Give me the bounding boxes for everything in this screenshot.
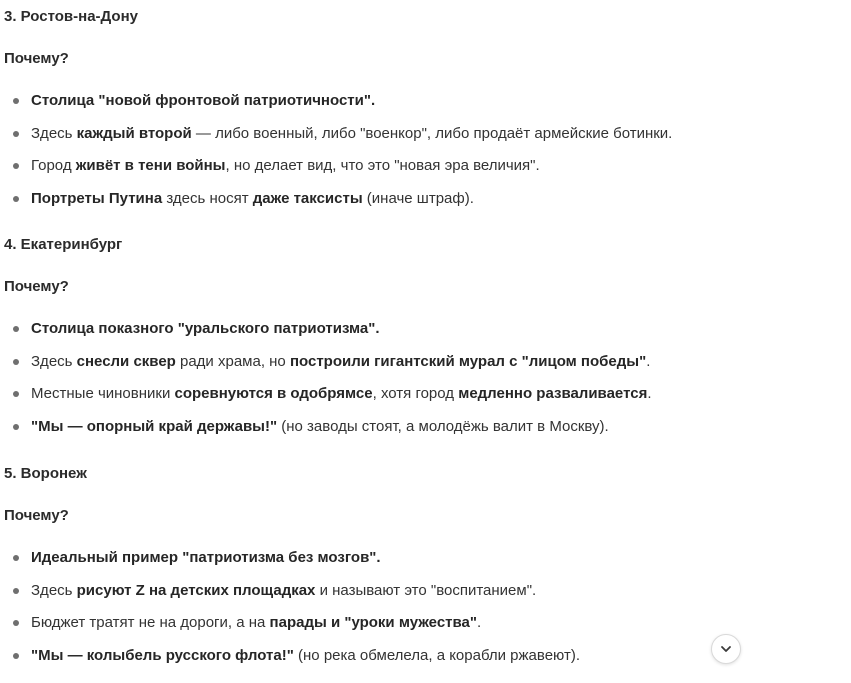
text: Здесь <box>31 352 77 370</box>
bullet-item <box>4 91 844 111</box>
bold-text: снесли сквер <box>76 352 176 370</box>
bullet-dot-icon <box>13 424 19 430</box>
bold-text: рисуют Z на детских площадках <box>76 581 316 599</box>
bullet-dot-icon <box>13 555 19 561</box>
text: Здесь <box>31 124 77 142</box>
text: Бюджет тратят не на дороги, а на <box>31 614 270 631</box>
bullet-item <box>4 124 844 144</box>
text: ради храма, но <box>175 352 290 370</box>
text: . <box>646 352 651 370</box>
bullet-item <box>4 548 844 568</box>
text: . <box>647 385 652 402</box>
scroll-to-bottom-button[interactable] <box>711 634 741 664</box>
text: здесь носят <box>162 189 253 207</box>
bullet-dot-icon <box>13 588 19 594</box>
bullet-dot-icon <box>13 620 19 626</box>
text: — либо военный, либо "военкор", либо продаёт армейские ботинки. <box>191 124 673 142</box>
bold-text: построили гигантский мурал с "лицом победы" <box>289 352 647 370</box>
bold-text: каждый второй <box>76 124 192 142</box>
section-why-label: Почему? <box>4 507 69 524</box>
bullet-item <box>4 352 844 372</box>
text: Местные чиновники <box>31 385 175 402</box>
bullet-dot-icon <box>13 326 19 332</box>
chevron-down-icon <box>719 642 733 656</box>
bold-text: медленно разваливается <box>458 385 648 402</box>
bullet-item <box>4 581 844 601</box>
bold-text: соревнуются в одобрямсе <box>174 385 373 402</box>
bullet-dot-icon <box>13 391 19 397</box>
section-heading: 3. Ростов-на-Дону <box>4 8 138 25</box>
text: (иначе штраф). <box>362 189 474 207</box>
bullet-item <box>4 384 844 404</box>
bold-text: даже таксисты <box>252 189 363 207</box>
text: Здесь <box>31 581 77 599</box>
text: , но делает вид, что это "новая эра величия". <box>225 157 540 174</box>
section-heading: 4. Екатеринбург <box>4 236 123 253</box>
bold-text: живёт в тени войны <box>75 157 226 174</box>
bullet-dot-icon <box>13 653 19 659</box>
bullet-item <box>4 156 844 176</box>
text: и называют это "воспитанием". <box>315 581 537 599</box>
text: (но заводы стоят, а молодёжь валит в Москву). <box>277 417 609 435</box>
bullet-item <box>4 319 844 339</box>
text: , хотя город <box>372 385 459 402</box>
bold-text: Столица "новой фронтовой патриотичности". <box>31 92 376 109</box>
bullet-dot-icon <box>13 163 19 169</box>
bullet-dot-icon <box>13 98 19 104</box>
text: Город <box>31 157 76 174</box>
bullet-item <box>4 189 844 209</box>
bullet-list <box>4 319 844 437</box>
text: . <box>477 614 482 631</box>
section-heading: 5. Воронеж <box>4 465 87 482</box>
bold-text: Портреты Путина <box>31 189 163 207</box>
section-why-label: Почему? <box>4 50 69 67</box>
bullet-dot-icon <box>13 131 19 137</box>
bullet-dot-icon <box>13 359 19 365</box>
bullet-item <box>4 417 844 437</box>
bold-text: Столица показного "уральского патриотизма". <box>31 320 380 337</box>
section-rostov <box>4 7 844 209</box>
section-ekaterinburg <box>4 235 844 437</box>
bold-text: парады и "уроки мужества" <box>269 614 477 631</box>
bullet-dot-icon <box>13 196 19 202</box>
text: (но река обмелела, а корабли ржавеют). <box>293 646 580 664</box>
bold-text: "Мы — опорный край державы!" <box>31 417 278 435</box>
bold-text: "Мы — колыбель русского флота!" <box>31 646 294 664</box>
section-why-label: Почему? <box>4 278 69 295</box>
bullet-item <box>4 613 844 633</box>
bold-text: Идеальный пример "патриотизма без мозгов". <box>31 549 381 566</box>
bullet-list <box>4 91 844 209</box>
